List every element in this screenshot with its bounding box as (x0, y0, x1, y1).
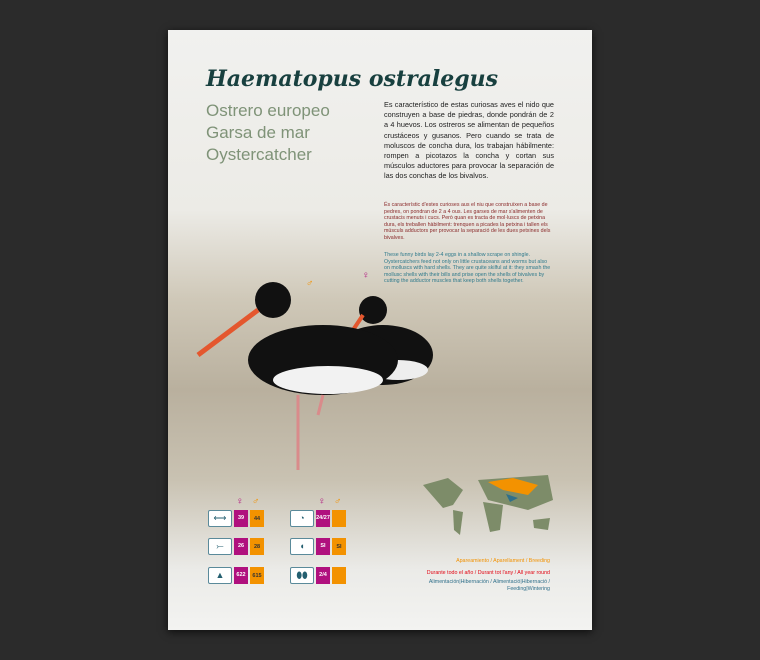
common-names (206, 100, 330, 166)
female-value: SI (316, 538, 330, 555)
species-poster (168, 30, 592, 630)
length-icon: ⟷ (208, 510, 232, 527)
stat-length (208, 510, 264, 527)
name-en: Oystercatcher (206, 145, 312, 164)
female-icon: ♀ (318, 496, 326, 507)
description-en: These funny birds lay 2-4 eggs in a shallow scrape on shingle. Oystercatchers feed not only on little crustaceans and worms but also on molluscs with hard shells. They are quite skilful at it: they smash the mollusc shells with their bills and prise open the shells of bivalves by cutting the adductor muscles that keep both shells together. (384, 252, 551, 285)
female-value: 39 (234, 510, 248, 527)
description-ca: És característic d'estes curioses aus el niu que construïxen a base de pedres, on pondran de 2 a 4 ous. Les garses de mar s'alimenten de crustacis menuts i cucs. Però quan es tracta de mol·luscs de petxina dura, els treballen hàbilment: trenquen a picades la petxina i tallen els músculs adductors per provocar la separació de les dues petxines dels bivalves. (384, 202, 551, 241)
male-value: 615 (250, 567, 264, 584)
stat-weight (208, 567, 264, 584)
stat-parental-care (290, 538, 346, 555)
eggs-icon: ⬮⬮ (290, 567, 314, 584)
female-marker: ♀ (362, 270, 370, 281)
stat-incubation (290, 510, 346, 527)
female-icon: ♀ (236, 496, 244, 507)
name-es: Ostrero europeo (206, 101, 330, 120)
wingspan-icon: ⤚ (208, 538, 232, 555)
legend-year-round: Durante todo el año / Durant tot l'any / All year round (426, 570, 550, 576)
male-value: 44 (250, 510, 264, 527)
female-value: 622 (234, 567, 248, 584)
female-value: 2/4 (316, 567, 330, 584)
stat-wingspan (208, 538, 264, 555)
incubation-icon: ◔ (290, 510, 314, 527)
species-title: Haematopus ostralegus (206, 66, 499, 92)
legend-breeding: Apareamiento / Aparellament / Breeding (456, 558, 550, 564)
oystercatcher-photo (188, 270, 468, 480)
male-value: SI (332, 538, 346, 555)
stat-eggs (290, 567, 346, 584)
description-es: Es característico de estas curiosas aves el nido que construyen a base de piedras, donde pondrán de 2 a 4 huevos. Los ostreros se alimentan de pequeños crustáceos y gusanos. Pero cuando se trata de moluscos de concha dura, los trabajan hábilmente: rompen a picotazos la concha y cortan sus músculos aductores para provocar la separación de las dos conchas de los bivalvos. (384, 100, 554, 181)
male-value (332, 567, 346, 584)
male-value (332, 510, 346, 527)
name-ca: Garsa de mar (206, 123, 310, 142)
male-icon: ♂ (252, 496, 260, 507)
male-icon: ♂ (334, 496, 342, 507)
male-marker: ♂ (306, 278, 314, 289)
weight-icon: ▲ (208, 567, 232, 584)
female-value: 26 (234, 538, 248, 555)
distribution-map (418, 470, 558, 540)
female-value: 24/27 (316, 510, 330, 527)
male-value: 28 (250, 538, 264, 555)
legend-wintering: Alimentación|Hibernación / Alimentació|Hibernació / Feeding|Wintering (428, 579, 550, 592)
parental-care-icon: ◖ (290, 538, 314, 555)
